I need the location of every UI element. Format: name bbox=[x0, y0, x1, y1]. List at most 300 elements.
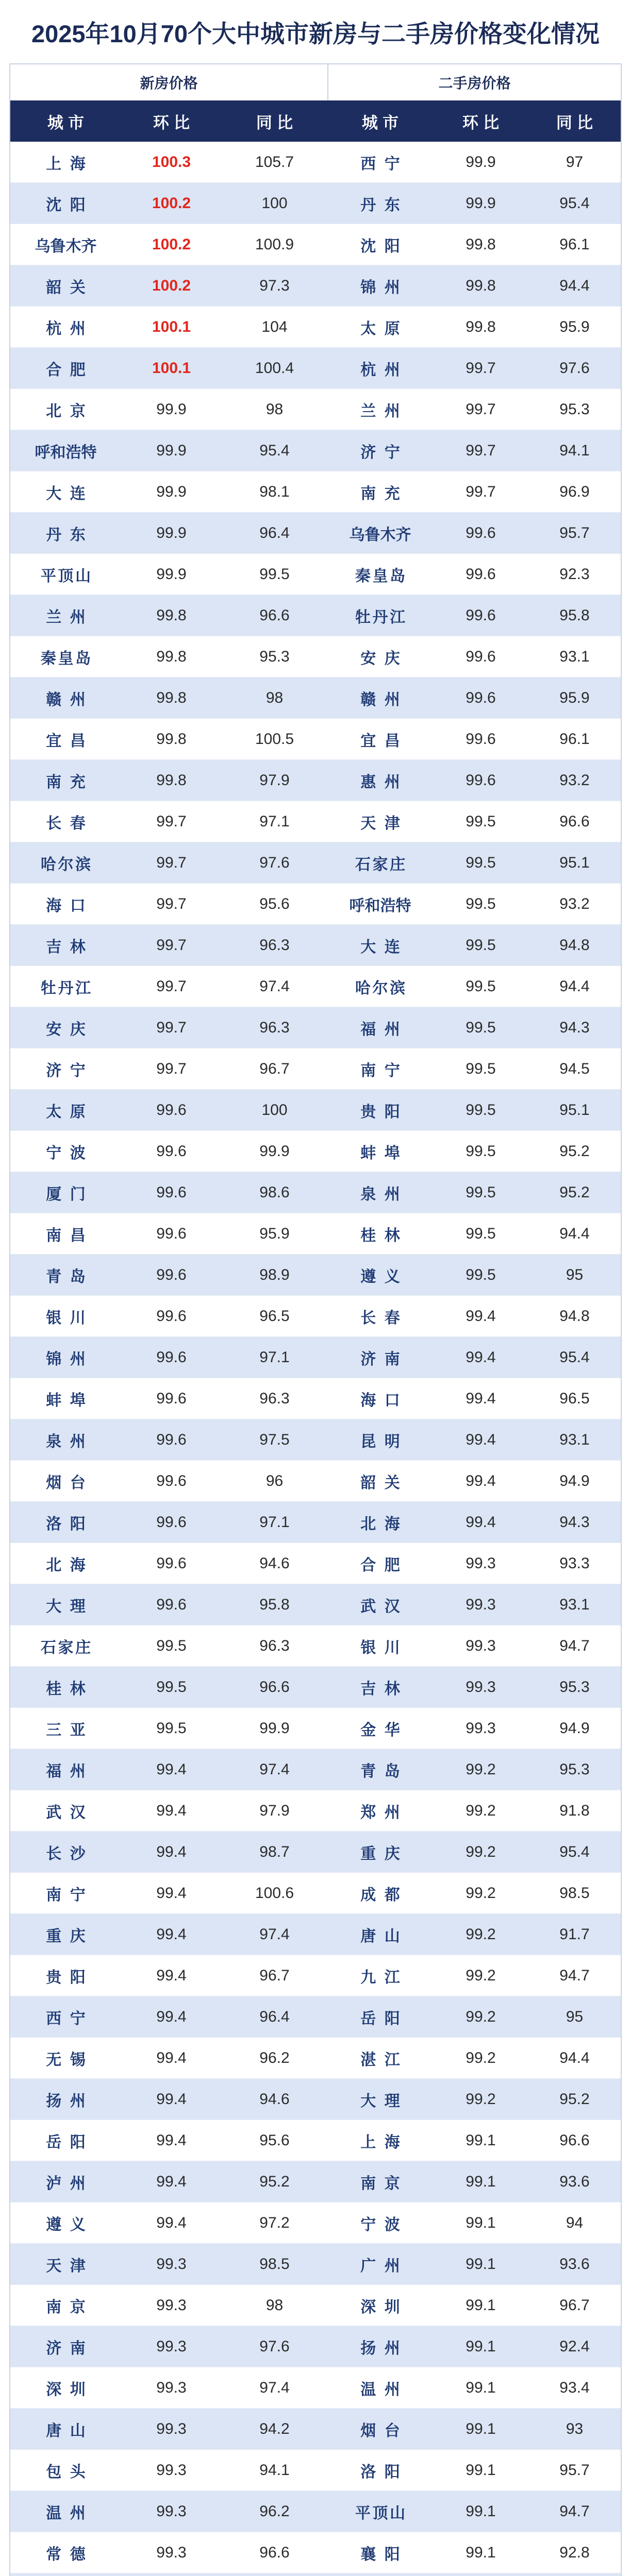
new-year-on-year-cell: 99.9 bbox=[259, 1719, 290, 1737]
used-city-cell: 贵阳 bbox=[360, 1103, 409, 1121]
table-row bbox=[10, 2326, 621, 2367]
new-city-cell: 厦门 bbox=[46, 1185, 94, 1203]
table-row bbox=[10, 1461, 621, 1502]
new-city-cell: 桂林 bbox=[46, 1680, 94, 1698]
used-year-on-year-cell: 96.6 bbox=[559, 812, 590, 830]
new-year-on-year-cell: 96.6 bbox=[259, 606, 290, 624]
used-year-on-year-cell: 95.4 bbox=[559, 1348, 590, 1366]
new-city-cell: 赣州 bbox=[46, 691, 94, 708]
new-year-on-year-cell: 97.9 bbox=[259, 771, 290, 789]
used-city-cell: 上海 bbox=[360, 2133, 409, 2151]
new-city-cell: 呼和浩特 bbox=[35, 444, 97, 461]
column-header-new-month-on-month: 环比 bbox=[153, 113, 195, 132]
table-row bbox=[10, 389, 621, 430]
used-month-on-month-cell: 99.5 bbox=[466, 1266, 496, 1283]
table-row bbox=[10, 2532, 621, 2573]
used-month-on-month-cell: 99.5 bbox=[466, 936, 496, 954]
used-year-on-year-cell: 95.7 bbox=[559, 2461, 590, 2479]
new-city-cell: 福州 bbox=[46, 1762, 94, 1780]
used-city-cell: 惠州 bbox=[360, 773, 409, 791]
new-city-cell: 秦皇岛 bbox=[40, 650, 93, 667]
used-year-on-year-cell: 95.9 bbox=[559, 689, 590, 706]
table-row bbox=[10, 513, 621, 554]
new-year-on-year-cell: 94.6 bbox=[259, 1554, 290, 1572]
new-year-on-year-cell: 100.9 bbox=[255, 235, 294, 253]
new-month-on-month-cell: 100.1 bbox=[152, 359, 191, 377]
used-year-on-year-cell: 93.6 bbox=[559, 2255, 590, 2273]
column-header-row bbox=[10, 100, 621, 142]
table-row bbox=[10, 1873, 621, 1914]
used-city-cell: 银川 bbox=[360, 1639, 409, 1656]
used-city-cell: 湛江 bbox=[360, 2051, 409, 2069]
used-city-cell: 洛阳 bbox=[360, 2463, 409, 2481]
new-city-cell: 重庆 bbox=[46, 1927, 94, 1945]
used-month-on-month-cell: 99.5 bbox=[466, 1101, 496, 1118]
used-month-on-month-cell: 99.4 bbox=[466, 1307, 496, 1325]
new-year-on-year-cell: 96.3 bbox=[259, 936, 290, 954]
used-year-on-year-cell: 93.3 bbox=[559, 1554, 590, 1572]
used-month-on-month-cell: 99.1 bbox=[466, 2131, 496, 2149]
new-month-on-month-cell: 99.6 bbox=[156, 1266, 187, 1283]
used-city-cell: 牡丹江 bbox=[355, 608, 407, 626]
new-month-on-month-cell bbox=[121, 2573, 222, 2576]
used-month-on-month-cell: 99.7 bbox=[466, 359, 496, 377]
table-row bbox=[10, 2491, 621, 2532]
used-month-on-month-cell: 99.3 bbox=[466, 1596, 496, 1613]
new-year-on-year-cell: 97.2 bbox=[259, 2214, 290, 2231]
used-year-on-year-cell: 97 bbox=[566, 153, 584, 171]
used-month-on-month-cell: 99.9 bbox=[466, 153, 496, 171]
new-city-cell: 济南 bbox=[46, 2340, 94, 2357]
table-row bbox=[10, 1502, 621, 1543]
used-city-cell: 西宁 bbox=[360, 155, 409, 173]
new-month-on-month-cell: 99.8 bbox=[156, 606, 187, 624]
table-row bbox=[10, 1213, 621, 1255]
table-row bbox=[10, 1543, 621, 1584]
new-year-on-year-cell: 96.4 bbox=[259, 2008, 290, 2025]
column-header-new-city: 城市 bbox=[47, 113, 89, 132]
new-month-on-month-cell: 99.4 bbox=[156, 1925, 187, 1943]
new-year-on-year-cell: 100 bbox=[261, 1101, 288, 1118]
new-year-on-year-cell: 96 bbox=[265, 1472, 284, 1489]
used-year-on-year-cell: 94.8 bbox=[559, 1307, 590, 1325]
used-month-on-month-cell: 99.6 bbox=[466, 606, 496, 624]
new-year-on-year-cell: 100.5 bbox=[255, 730, 294, 748]
used-city-cell: 郑州 bbox=[360, 1804, 409, 1821]
used-month-on-month-cell: 99.5 bbox=[466, 895, 496, 912]
section-new-price-label: 新房价格 bbox=[140, 75, 198, 91]
table-row bbox=[10, 471, 621, 513]
used-year-on-year-cell: 95.2 bbox=[559, 1183, 590, 1201]
new-month-on-month-cell: 99.6 bbox=[156, 1513, 187, 1531]
new-month-on-month-cell: 99.6 bbox=[156, 1596, 187, 1613]
new-city-cell: 上海 bbox=[46, 155, 94, 173]
new-month-on-month-cell: 100.2 bbox=[152, 194, 191, 212]
new-month-on-month-cell: 99.3 bbox=[156, 2255, 187, 2273]
new-year-on-year-cell: 94.6 bbox=[259, 2090, 290, 2108]
used-year-on-year-cell: 94.7 bbox=[559, 1967, 590, 1984]
used-month-on-month-cell: 99.7 bbox=[466, 400, 496, 418]
page-title: 2025年10月70个大中城市新房与二手房价格变化情况 bbox=[31, 20, 600, 47]
new-city-cell: 宁波 bbox=[46, 1144, 94, 1162]
new-month-on-month-cell: 99.6 bbox=[156, 1307, 187, 1325]
section-used-price-label: 二手房价格 bbox=[327, 64, 621, 100]
new-city-cell: 海口 bbox=[46, 897, 94, 914]
used-month-on-month-cell: 99.8 bbox=[466, 277, 496, 294]
table-row bbox=[10, 348, 621, 389]
price-table bbox=[10, 64, 621, 2576]
table-row bbox=[10, 595, 621, 636]
new-year-on-year-cell: 96.6 bbox=[259, 2544, 290, 2561]
used-year-on-year-cell: 97.6 bbox=[559, 359, 590, 377]
used-city-cell: 深圳 bbox=[360, 2298, 409, 2316]
new-city-cell: 唐山 bbox=[46, 2422, 94, 2439]
used-month-on-month-cell: 99.1 bbox=[466, 2461, 496, 2479]
new-city-cell: 泉州 bbox=[46, 1433, 94, 1450]
used-year-on-year-cell bbox=[528, 2573, 621, 2576]
used-city-cell: 温州 bbox=[360, 2381, 409, 2398]
new-city-cell: 泸州 bbox=[46, 2175, 94, 2192]
used-city-cell: 兰州 bbox=[360, 402, 409, 420]
table-row bbox=[10, 1090, 621, 1131]
used-year-on-year-cell: 95.9 bbox=[559, 318, 590, 335]
used-city-cell: 大理 bbox=[360, 2092, 409, 2110]
used-city-cell bbox=[327, 2573, 433, 2576]
used-year-on-year-cell: 94.9 bbox=[559, 1719, 590, 1737]
table-row bbox=[10, 307, 621, 348]
used-city-cell: 宁波 bbox=[360, 2216, 409, 2233]
new-month-on-month-cell: 99.3 bbox=[156, 2379, 187, 2396]
used-month-on-month-cell: 99.2 bbox=[466, 2008, 496, 2025]
used-month-on-month-cell: 99.6 bbox=[466, 524, 496, 541]
new-month-on-month-cell: 99.6 bbox=[156, 1101, 187, 1118]
table-row bbox=[10, 1296, 621, 1337]
used-month-on-month-cell: 99.9 bbox=[466, 194, 496, 212]
new-month-on-month-cell: 99.8 bbox=[156, 689, 187, 706]
used-year-on-year-cell: 95.2 bbox=[559, 2090, 590, 2108]
used-city-cell: 石家庄 bbox=[355, 856, 407, 873]
new-month-on-month-cell: 99.4 bbox=[156, 2131, 187, 2149]
new-year-on-year-cell: 100.6 bbox=[255, 1884, 294, 1902]
new-month-on-month-cell: 99.6 bbox=[156, 1348, 187, 1366]
used-city-cell: 广州 bbox=[360, 2257, 409, 2275]
used-year-on-year-cell: 96.1 bbox=[559, 730, 590, 748]
used-month-on-month-cell: 99.1 bbox=[466, 2296, 496, 2314]
used-city-cell: 九江 bbox=[360, 1969, 409, 1986]
new-city-cell: 太原 bbox=[46, 1103, 94, 1121]
table-row bbox=[10, 1337, 621, 1378]
used-year-on-year-cell: 94.9 bbox=[559, 1472, 590, 1489]
column-header-used-month-on-month: 环比 bbox=[462, 113, 504, 132]
used-city-cell: 南充 bbox=[360, 485, 409, 502]
table-row bbox=[10, 1419, 621, 1461]
new-month-on-month-cell: 99.4 bbox=[156, 1802, 187, 1819]
new-city-cell: 沈阳 bbox=[46, 196, 94, 214]
used-year-on-year-cell: 94.8 bbox=[559, 936, 590, 954]
new-year-on-year-cell: 98 bbox=[265, 689, 284, 706]
table-row bbox=[10, 265, 621, 307]
new-city-cell: 安庆 bbox=[46, 1021, 94, 1038]
new-year-on-year-cell: 95.9 bbox=[259, 1225, 290, 1242]
new-month-on-month-cell: 99.9 bbox=[156, 483, 187, 500]
new-month-on-month-cell: 99.6 bbox=[156, 1225, 187, 1242]
new-city-cell: 烟台 bbox=[46, 1474, 94, 1492]
table-row bbox=[10, 842, 621, 884]
table-row bbox=[10, 1048, 621, 1090]
used-year-on-year-cell: 95.1 bbox=[559, 1101, 590, 1118]
new-city-cell: 南充 bbox=[46, 773, 94, 791]
table-row bbox=[10, 2244, 621, 2285]
used-month-on-month-cell: 99.1 bbox=[466, 2255, 496, 2273]
new-year-on-year-cell: 96.7 bbox=[259, 1060, 290, 1077]
new-year-on-year-cell: 97.6 bbox=[259, 854, 290, 871]
used-city-cell: 南宁 bbox=[360, 1062, 409, 1079]
new-month-on-month-cell: 100.3 bbox=[152, 153, 191, 171]
used-city-cell: 金华 bbox=[360, 1721, 409, 1739]
new-month-on-month-cell: 99.7 bbox=[156, 854, 187, 871]
used-month-on-month-cell: 99.2 bbox=[466, 2090, 496, 2108]
used-city-cell: 襄阳 bbox=[360, 2546, 409, 2563]
used-year-on-year-cell: 93.1 bbox=[559, 1431, 590, 1448]
new-city-cell: 石家庄 bbox=[40, 1639, 93, 1656]
new-year-on-year-cell: 97.6 bbox=[259, 2337, 290, 2355]
new-month-on-month-cell: 99.4 bbox=[156, 2090, 187, 2108]
new-month-on-month-cell: 99.4 bbox=[156, 2008, 187, 2025]
used-year-on-year-cell: 98.5 bbox=[559, 1884, 590, 1902]
used-city-cell: 哈尔滨 bbox=[355, 979, 407, 997]
used-city-cell: 安庆 bbox=[360, 650, 409, 667]
used-month-on-month-cell: 99.6 bbox=[466, 771, 496, 789]
table-row bbox=[10, 1667, 621, 1708]
used-city-cell: 遵义 bbox=[360, 1268, 409, 1285]
new-city-cell: 遵义 bbox=[46, 2216, 94, 2233]
used-month-on-month-cell: 99.6 bbox=[466, 648, 496, 665]
table-body bbox=[10, 142, 621, 2576]
table-row bbox=[10, 1914, 621, 1955]
new-year-on-year-cell: 97.4 bbox=[259, 1925, 290, 1943]
new-month-on-month-cell: 99.9 bbox=[156, 524, 187, 541]
table-row bbox=[10, 801, 621, 842]
new-city-cell: 锦州 bbox=[46, 1350, 94, 1368]
new-year-on-year-cell: 96.5 bbox=[259, 1307, 290, 1325]
table-row bbox=[10, 1172, 621, 1213]
used-city-cell: 大连 bbox=[360, 938, 409, 956]
used-month-on-month-cell: 99.1 bbox=[466, 2173, 496, 2190]
used-month-on-month-cell: 99.4 bbox=[466, 1389, 496, 1407]
used-month-on-month-cell: 99.5 bbox=[466, 812, 496, 830]
new-year-on-year-cell: 96.2 bbox=[259, 2049, 290, 2066]
used-city-cell: 泉州 bbox=[360, 1185, 409, 1203]
new-year-on-year-cell: 97.3 bbox=[259, 277, 290, 294]
new-city-cell: 南宁 bbox=[46, 1886, 94, 1904]
new-year-on-year-cell: 97.4 bbox=[259, 1760, 290, 1778]
new-month-on-month-cell: 99.8 bbox=[156, 771, 187, 789]
new-month-on-month-cell: 99.6 bbox=[156, 1183, 187, 1201]
new-city-cell: 岳阳 bbox=[46, 2133, 94, 2151]
used-city-cell: 丹东 bbox=[360, 196, 409, 214]
used-city-cell: 成都 bbox=[360, 1886, 409, 1904]
new-city-cell: 平顶山 bbox=[40, 567, 93, 585]
new-year-on-year-cell: 98.7 bbox=[259, 1843, 290, 1860]
used-month-on-month-cell: 99.5 bbox=[466, 854, 496, 871]
used-city-cell: 北海 bbox=[360, 1515, 409, 1533]
used-month-on-month-cell: 99.7 bbox=[466, 442, 496, 459]
table-row bbox=[10, 677, 621, 719]
new-year-on-year-cell: 98.1 bbox=[259, 483, 290, 500]
table-row bbox=[10, 1955, 621, 1996]
new-month-on-month-cell: 99.4 bbox=[156, 1843, 187, 1860]
table-row bbox=[10, 1584, 621, 1625]
new-year-on-year-cell: 96.3 bbox=[259, 1019, 290, 1036]
new-city-cell: 西宁 bbox=[46, 2010, 94, 2027]
used-year-on-year-cell: 96.9 bbox=[559, 483, 590, 500]
used-year-on-year-cell: 92.4 bbox=[559, 2337, 590, 2355]
table-row bbox=[10, 183, 621, 224]
used-year-on-year-cell: 91.8 bbox=[559, 1802, 590, 1819]
new-year-on-year-cell: 97.9 bbox=[259, 1802, 290, 1819]
new-month-on-month-cell: 99.6 bbox=[156, 1472, 187, 1489]
used-city-cell: 海口 bbox=[360, 1392, 409, 1409]
new-city-cell: 深圳 bbox=[46, 2381, 94, 2398]
new-year-on-year-cell: 94.2 bbox=[259, 2420, 290, 2437]
new-month-on-month-cell: 99.4 bbox=[156, 1760, 187, 1778]
table-row bbox=[10, 2202, 621, 2244]
new-city-cell: 乌鲁木齐 bbox=[35, 238, 97, 255]
new-city-cell: 银川 bbox=[46, 1309, 94, 1327]
new-month-on-month-cell: 100.1 bbox=[152, 318, 191, 335]
used-month-on-month-cell: 99.5 bbox=[466, 1060, 496, 1077]
used-year-on-year-cell: 94.3 bbox=[559, 1019, 590, 1036]
used-city-cell: 沈阳 bbox=[360, 238, 409, 255]
new-year-on-year-cell: 96.4 bbox=[259, 524, 290, 541]
new-city-cell: 包头 bbox=[46, 2463, 94, 2481]
new-city-cell: 北京 bbox=[46, 402, 94, 420]
table-row bbox=[10, 884, 621, 925]
new-city-cell: 常德 bbox=[46, 2546, 94, 2563]
new-city-cell: 北海 bbox=[46, 1556, 94, 1574]
used-month-on-month-cell: 99.2 bbox=[466, 1884, 496, 1902]
new-year-on-year-cell: 99.5 bbox=[259, 565, 290, 583]
used-city-cell: 合肥 bbox=[360, 1556, 409, 1574]
new-year-on-year-cell: 97.4 bbox=[259, 2379, 290, 2396]
new-month-on-month-cell: 99.4 bbox=[156, 2214, 187, 2231]
used-year-on-year-cell: 96.6 bbox=[559, 2131, 590, 2149]
table-row bbox=[10, 636, 621, 677]
used-month-on-month-cell: 99.8 bbox=[466, 235, 496, 253]
used-year-on-year-cell: 93.1 bbox=[559, 648, 590, 665]
used-year-on-year-cell: 94.4 bbox=[559, 2049, 590, 2066]
table-row bbox=[10, 760, 621, 801]
used-city-cell: 长春 bbox=[360, 1309, 409, 1327]
table-row bbox=[10, 925, 621, 966]
used-month-on-month-cell: 99.2 bbox=[466, 2049, 496, 2066]
table-row bbox=[10, 1790, 621, 1832]
new-year-on-year-cell: 99.9 bbox=[259, 1142, 290, 1160]
used-month-on-month-cell: 99.3 bbox=[466, 1554, 496, 1572]
used-month-on-month-cell: 99.4 bbox=[466, 1348, 496, 1366]
used-year-on-year-cell: 95.3 bbox=[559, 1678, 590, 1696]
new-month-on-month-cell: 99.3 bbox=[156, 2461, 187, 2479]
used-year-on-year-cell: 94.4 bbox=[559, 977, 590, 995]
new-year-on-year-cell: 95.3 bbox=[259, 648, 290, 665]
new-year-on-year-cell: 97.1 bbox=[259, 1348, 290, 1366]
new-year-on-year-cell: 104 bbox=[261, 318, 288, 335]
table-row bbox=[10, 1625, 621, 1667]
table-row bbox=[10, 1007, 621, 1048]
used-year-on-year-cell: 94.5 bbox=[559, 1060, 590, 1077]
used-city-cell: 岳阳 bbox=[360, 2010, 409, 2027]
used-month-on-month-cell: 99.5 bbox=[466, 1183, 496, 1201]
used-month-on-month-cell: 99.2 bbox=[466, 1760, 496, 1778]
new-month-on-month-cell: 99.9 bbox=[156, 442, 187, 459]
table-row bbox=[10, 2161, 621, 2202]
new-year-on-year-cell: 98 bbox=[265, 2296, 284, 2314]
used-month-on-month-cell: 99.3 bbox=[466, 1719, 496, 1737]
used-year-on-year-cell: 94.3 bbox=[559, 1513, 590, 1531]
table-row bbox=[10, 2450, 621, 2491]
new-month-on-month-cell: 99.4 bbox=[156, 1967, 187, 1984]
table-row bbox=[10, 2079, 621, 2120]
used-city-cell: 烟台 bbox=[360, 2422, 409, 2439]
new-month-on-month-cell: 99.3 bbox=[156, 2296, 187, 2314]
new-city-cell: 洛阳 bbox=[46, 1515, 94, 1533]
used-city-cell: 唐山 bbox=[360, 1927, 409, 1945]
used-month-on-month-cell bbox=[433, 2573, 528, 2576]
table-row bbox=[10, 224, 621, 265]
new-city-cell: 杭州 bbox=[46, 320, 94, 337]
used-month-on-month-cell: 99.1 bbox=[466, 2502, 496, 2520]
used-year-on-year-cell: 95.7 bbox=[559, 524, 590, 541]
new-month-on-month-cell: 99.9 bbox=[156, 400, 187, 418]
table-row bbox=[10, 719, 621, 760]
used-month-on-month-cell: 99.2 bbox=[466, 1925, 496, 1943]
table-row bbox=[10, 1996, 621, 2038]
used-year-on-year-cell: 94 bbox=[566, 2214, 584, 2231]
new-year-on-year-cell: 96.3 bbox=[259, 1389, 290, 1407]
new-year-on-year-cell: 95.2 bbox=[259, 2173, 290, 2190]
used-year-on-year-cell: 93.2 bbox=[559, 771, 590, 789]
used-month-on-month-cell: 99.4 bbox=[466, 1472, 496, 1489]
new-month-on-month-cell: 99.5 bbox=[156, 1637, 187, 1654]
new-month-on-month-cell: 99.4 bbox=[156, 2049, 187, 2066]
new-month-on-month-cell: 99.3 bbox=[156, 2337, 187, 2355]
new-year-on-year-cell: 95.8 bbox=[259, 1596, 290, 1613]
used-city-cell: 济南 bbox=[360, 1350, 409, 1368]
new-year-on-year-cell: 96.3 bbox=[259, 1637, 290, 1654]
new-month-on-month-cell: 99.7 bbox=[156, 1019, 187, 1036]
used-city-cell: 蚌埠 bbox=[360, 1144, 409, 1162]
new-city-cell: 青岛 bbox=[46, 1268, 94, 1285]
table-row bbox=[10, 142, 621, 183]
table-row bbox=[10, 1131, 621, 1172]
used-month-on-month-cell: 99.1 bbox=[466, 2214, 496, 2231]
new-city-cell: 温州 bbox=[46, 2504, 94, 2522]
new-city-cell: 合肥 bbox=[46, 361, 94, 379]
new-year-on-year-cell: 98 bbox=[265, 400, 284, 418]
used-year-on-year-cell: 95.8 bbox=[559, 606, 590, 624]
new-city-cell: 无锡 bbox=[46, 2051, 94, 2069]
used-month-on-month-cell: 99.4 bbox=[466, 1513, 496, 1531]
new-month-on-month-cell: 99.5 bbox=[156, 1678, 187, 1696]
new-year-on-year-cell: 96.6 bbox=[259, 1678, 290, 1696]
used-city-cell: 重庆 bbox=[360, 1845, 409, 1862]
used-month-on-month-cell: 99.5 bbox=[466, 1142, 496, 1160]
table-row bbox=[10, 1708, 621, 1749]
column-header-new-year-on-year: 同比 bbox=[256, 113, 298, 132]
used-city-cell: 杭州 bbox=[360, 361, 409, 379]
used-month-on-month-cell: 99.3 bbox=[466, 1678, 496, 1696]
new-year-on-year-cell: 98.6 bbox=[259, 1183, 290, 1201]
